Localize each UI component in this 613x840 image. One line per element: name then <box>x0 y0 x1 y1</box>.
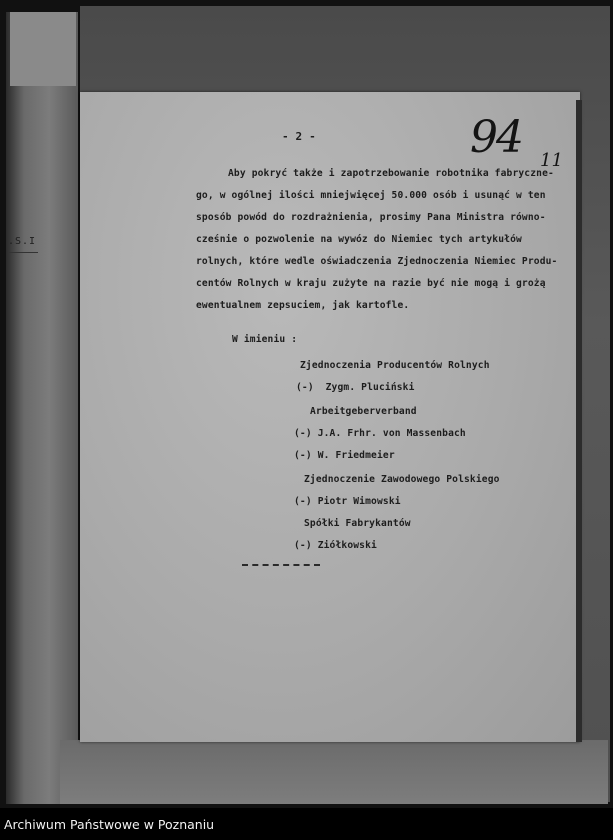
body-line: go, w ogólnej ilości mniejwięcej 50.000 osób i usunąć w ten <box>196 190 546 201</box>
signatory-organization: Zjednoczenia Producentów Rolnych <box>300 360 490 371</box>
folder-edge-top <box>10 12 76 86</box>
handwritten-sub-number: 11 <box>540 150 563 171</box>
folder-edge <box>6 12 78 804</box>
bottom-backing <box>60 740 608 804</box>
body-line: Aby pokryć także i zapotrzebowanie robotnika fabryczne- <box>228 168 554 179</box>
margin-mark: .S.I <box>8 236 37 247</box>
signatory-name: (-) Zygm. Pluciński <box>296 382 415 393</box>
in-name-heading: W imieniu : <box>232 334 298 345</box>
signatory-name: (-) Ziółkowski <box>294 540 377 551</box>
signatory-name: (-) J.A. Frhr. von Massenbach <box>294 428 466 439</box>
signatory-organization: Arbeitgeberverband <box>310 406 417 417</box>
archive-credit: Archiwum Państwowe w Poznaniu <box>4 817 215 832</box>
body-line: rolnych, które wedle oświadczenia Zjednoczenia Niemiec Produ- <box>196 256 558 267</box>
signatory-organization: Spółki Fabrykantów <box>304 518 411 529</box>
signatory-name: (-) W. Friedmeier <box>294 450 395 461</box>
handwritten-folio-number: 94 <box>470 112 522 163</box>
body-line: ewentualnem zepsuciem, jak kartofle. <box>196 300 410 311</box>
signatory-name: (-) Piotr Wimowski <box>294 496 401 507</box>
page-number: - 2 - <box>282 130 316 143</box>
closing-rule <box>242 564 320 566</box>
signatory-organization: Zjednoczenie Zawodowego Polskiego <box>304 474 500 485</box>
page-edge-shadow <box>576 100 582 742</box>
body-line: sposób powód do rozdrażnienia, prosimy Pana Ministra równo- <box>196 212 546 223</box>
body-line: centów Rolnych w kraju zużyte na razie być nie mogą i grożą <box>196 278 546 289</box>
body-line: cześnie o pozwolenie na wywóz do Niemiec tych artykułów <box>196 234 522 245</box>
